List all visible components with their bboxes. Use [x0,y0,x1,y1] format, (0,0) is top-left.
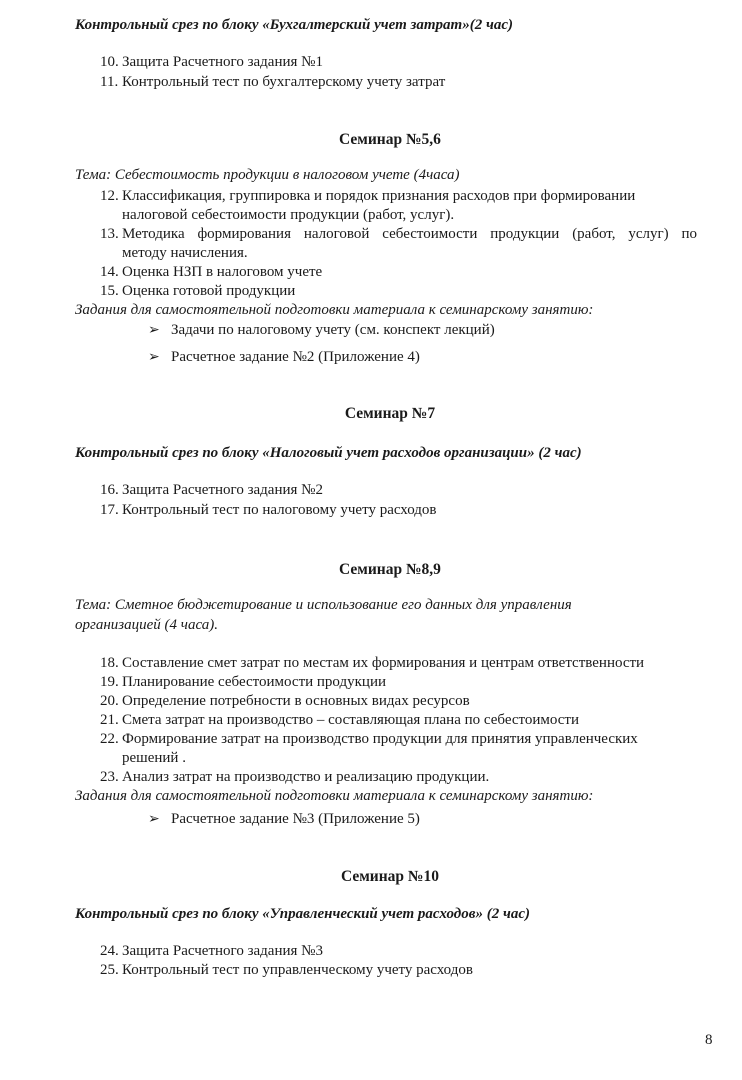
item-number: 23. [100,769,119,785]
item-text: Защита Расчетного задания №2 [122,482,323,498]
seminar-title: Семинар №8,9 [339,561,441,578]
item-number: 24. [100,943,119,959]
arrow-bullet-icon: ➢ [148,812,160,827]
page-number: 8 [705,1032,713,1048]
tasks-label: Задания для самостоятельной подготовки материала к семинарскому занятию: [75,788,594,804]
item-number: 22. [100,731,119,747]
item-number: 20. [100,693,119,709]
item-text: Определение потребности в основных видах ресурсов [122,693,470,709]
item-text: Смета затрат на производство – составляющая плана по себестоимости [122,712,580,728]
task-item: Задачи по налоговому учету (см. конспект лекций) [171,322,495,338]
seminar-title: Семинар №10 [340,868,439,885]
item-text: Составление смет затрат по местам их формирования и центрам ответственности [122,655,645,671]
item-text: Оценка НЗП в налоговом учете [122,264,323,280]
item-number: 15. [100,283,119,299]
item-text-cont: налоговой себестоимости продукции (работ, услуг). [122,207,455,223]
item-number: 18. [100,655,119,671]
item-number: 16. [100,482,119,498]
item-text: Защита Расчетного задания №1 [122,54,323,70]
item-text-cont: методу начисления. [122,245,248,261]
item-number: 13. [100,226,119,242]
block-heading: Контрольный срез по блоку «Налоговый учет расходов организации» (2 час) [75,445,582,461]
item-number: 10. [100,54,119,70]
topic: Тема: Себестоимость продукции в налоговом учете (4часа) [75,167,460,183]
seminar-title: Семинар №5,6 [339,131,441,148]
task-item: Расчетное задание №2 (Приложение 4) [171,349,420,365]
item-text: Контрольный тест по управленческому учету расходов [122,962,473,978]
item-text: Классификация, группировка и порядок признания расходов при формировании [122,188,636,204]
item-text: Контрольный тест по налоговому учету расходов [122,502,437,518]
item-text: Формирование затрат на производство продукции для принятия управленческих [122,731,638,747]
topic-cont: организацией (4 часа). [75,617,218,633]
item-text: Контрольный тест по бухгалтерскому учету затрат [122,74,446,90]
item-number: 17. [100,502,119,518]
item-number: 14. [100,264,119,280]
item-number: 12. [100,188,119,204]
topic: Тема: Сметное бюджетирование и использование его данных для управления [75,597,572,613]
item-text: Планирование себестоимости продукции [122,674,386,690]
seminar-title: Семинар №7 [344,405,436,422]
item-number: 25. [100,962,119,978]
item-text-cont: решений . [122,750,186,766]
task-item: Расчетное задание №3 (Приложение 5) [171,811,420,827]
tasks-label: Задания для самостоятельной подготовки материала к семинарскому занятию: [75,302,594,318]
item-text: Методика формирования налоговой себестоимости продукции (работ, услуг) по [122,226,697,242]
arrow-bullet-icon: ➢ [148,323,160,338]
block-heading: Контрольный срез по блоку «Бухгалтерский учет затрат»(2 час) [75,17,513,33]
item-number: 21. [100,712,119,728]
item-text: Анализ затрат на производство и реализацию продукции. [122,769,490,785]
arrow-bullet-icon: ➢ [148,350,160,365]
item-text: Защита Расчетного задания №3 [122,943,323,959]
block-heading: Контрольный срез по блоку «Управленческий учет расходов» (2 час) [75,906,530,922]
item-number: 11. [100,74,119,90]
item-text: Оценка готовой продукции [122,283,296,299]
item-number: 19. [100,674,119,690]
